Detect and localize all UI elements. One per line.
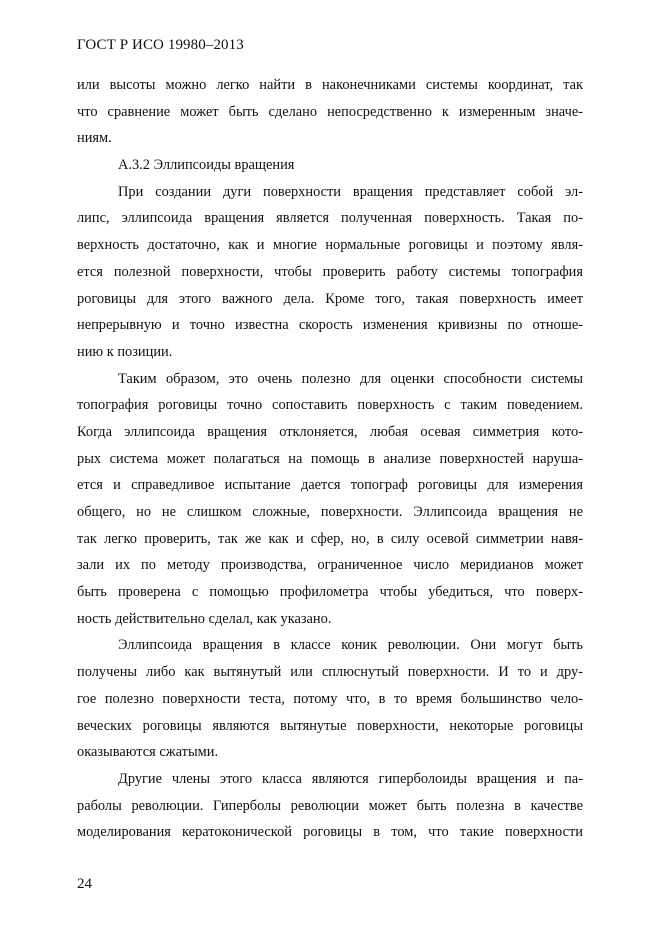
document-header: ГОСТ Р ИСО 19980–2013 [77, 37, 244, 53]
text-line: гое полезно поверхности теста, потому что, в то время большинство чело- [77, 690, 583, 707]
text-line: Таким образом, это очень полезно для оценки способности системы [118, 370, 583, 387]
text-line: ниям. [77, 130, 112, 147]
text-line: липс, эллипсоида вращения является полученная поверхность. Такая по- [77, 210, 583, 227]
text-line: оказываются сжатыми. [77, 744, 219, 761]
body-text [77, 72, 583, 846]
text-line: роговицы для этого важного дела. Кроме того, такая поверхность имеет [77, 290, 583, 307]
text-line: раболы революции. Гиперболы революции может быть полезна в качестве [77, 797, 583, 814]
text-line: ется и справедливое испытание дается топограф роговицы для измерения [77, 477, 583, 494]
text-line: верхность достаточно, как и многие нормальные роговицы и поэтому явля- [77, 237, 583, 254]
text-line: быть проверена с помощью профилометра чтобы убедиться, что поверх- [77, 584, 583, 601]
text-line: топография роговицы точно сопоставить поверхность с таким поведением. [77, 397, 583, 414]
text-line: или высоты можно легко найти в наконечниками системы координат, так [77, 77, 583, 93]
text-line: ется полезной поверхности, чтобы проверить работу системы топография [77, 263, 583, 280]
text-line: получены либо как вытянутый или сплюснутый поверхности. И то и дру- [77, 664, 583, 681]
text-line: что сравнение может быть сделано непосредственно к измеренным значе- [77, 103, 583, 120]
text-line: непрерывную и точно известна скорость изменения кривизны по отноше- [77, 317, 583, 334]
text-line: Другие члены этого класса являются гиперболоиды вращения и па- [118, 770, 583, 787]
text-line: общего, но не слишком сложные, поверхности. Эллипсоида вращения не [77, 504, 583, 520]
text-line: зали их по методу производства, ограниченное число меридианов может [77, 557, 583, 574]
text-line: Когда эллипсоида вращения отклоняется, любая осевая симметрия кото- [77, 423, 583, 440]
section-heading: А.3.2 Эллипсоиды вращения [118, 157, 295, 174]
page-number: 24 [77, 876, 92, 892]
text-line: Эллипсоида вращения в классе коник революции. Они могут быть [118, 637, 583, 654]
text-line: так легко проверить, так же как и сфер, но, в силу осевой симметрии навя- [77, 530, 583, 547]
text-line: рых система может полагаться на помощь в анализе поверхностей наруша- [77, 450, 583, 467]
text-line: ность действительно сделал, как указано. [77, 610, 332, 627]
text-line: веческих роговицы являются вытянутые поверхности, некоторые роговицы [77, 717, 583, 734]
text-line: При создании дуги поверхности вращения представляет собой эл- [118, 183, 583, 200]
text-line: нию к позиции. [77, 343, 173, 360]
text-line: моделирования кератоконической роговицы в том, что такие поверхности [77, 824, 583, 841]
